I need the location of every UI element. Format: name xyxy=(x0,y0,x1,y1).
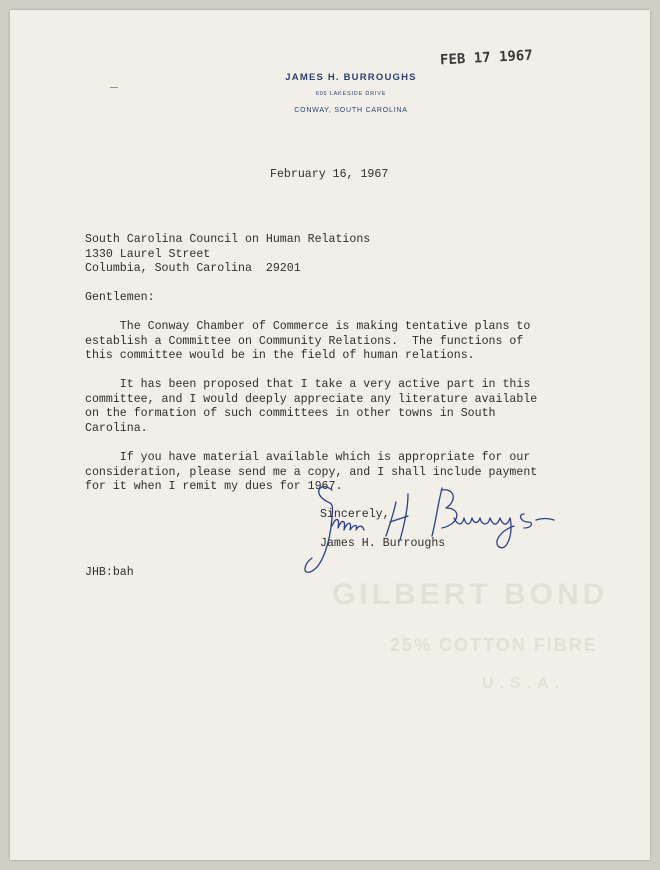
paragraph-1-line-2: establish a Committee on Community Relations. The functions of xyxy=(85,334,524,348)
letter-page xyxy=(10,10,650,860)
letterhead-name: JAMES H. BURROUGHS xyxy=(285,72,417,83)
paragraph-2-line-3: on the formation of such committees in other towns in South xyxy=(85,407,496,421)
recipient-line-2: 1330 Laurel Street xyxy=(85,247,211,261)
closing: Sincerely, xyxy=(320,508,390,521)
received-date-stamp: FEB 17 1967 xyxy=(439,47,534,69)
letter-date: February 16, 1967 xyxy=(270,168,389,181)
signature-typed-name: James H. Burroughs xyxy=(320,537,446,550)
letterhead-street: 605 LAKESIDE DRIVE xyxy=(315,91,387,97)
handwritten-signature xyxy=(292,468,572,578)
salutation: Gentlemen: xyxy=(85,291,155,304)
recipient-line-3: Columbia, South Carolina 29201 xyxy=(85,262,301,276)
paragraph-3-line-2: consideration, please send me a copy, and I shall include payment xyxy=(85,465,538,479)
paragraph-2-line-2: committee, and I would deeply appreciate any literature available xyxy=(85,392,538,406)
typist-initials: JHB:bah xyxy=(85,566,134,579)
letterhead-city: CONWAY, SOUTH CAROLINA xyxy=(294,107,408,114)
paragraph-3-line-1: If you have material available which is appropriate for our xyxy=(85,451,531,464)
paragraph-2-line-4: Carolina. xyxy=(85,422,148,436)
paragraph-3-line-3: for it when I remit my dues for 1967. xyxy=(85,480,343,494)
paragraph-1-line-3: this committee would be in the field of human relations. xyxy=(85,349,475,363)
margin-mark xyxy=(110,87,118,88)
watermark-line-3: U.S.A. xyxy=(482,675,566,692)
watermark-line-2: 25% COTTON FIBRE xyxy=(390,635,598,655)
recipient-line-1: South Carolina Council on Human Relations xyxy=(85,233,371,246)
paragraph-1-line-1: The Conway Chamber of Commerce is making tentative plans to xyxy=(85,320,531,333)
watermark-line-1: GILBERT BOND xyxy=(332,578,609,611)
paragraph-2-line-1: It has been proposed that I take a very active part in this xyxy=(85,378,531,391)
